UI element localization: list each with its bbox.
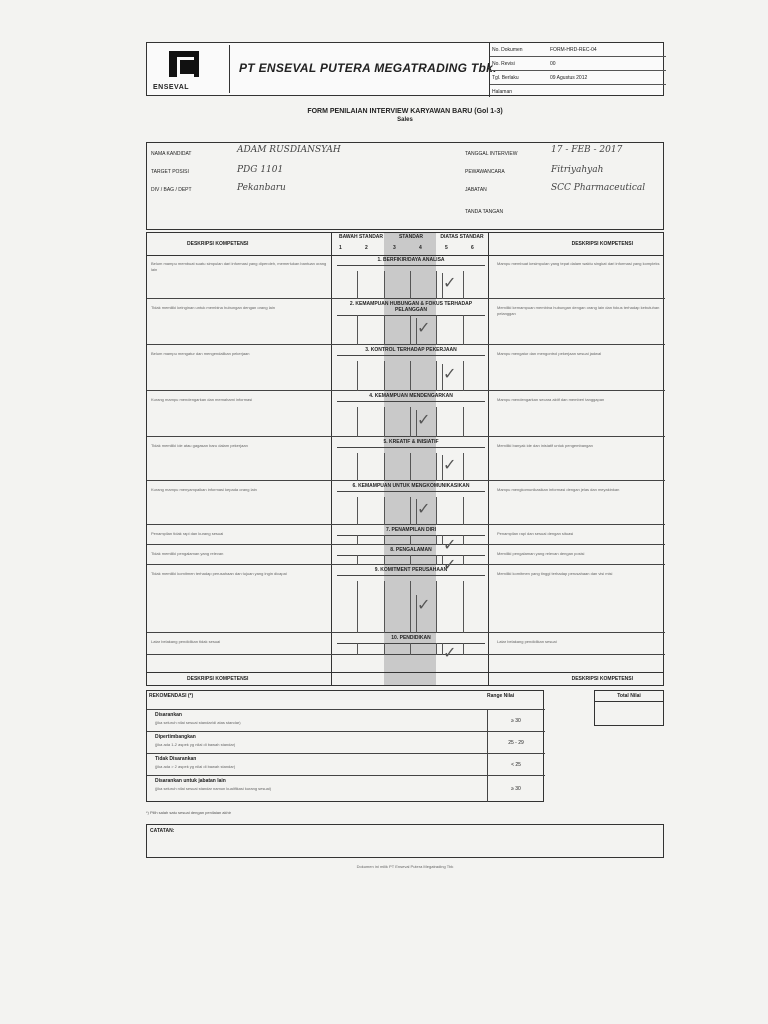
check-mark-icon: ✓ xyxy=(443,535,457,554)
competency-title: 3. KONTROL TERHADAP PEKERJAAN xyxy=(337,347,485,356)
check-mark-icon: ✓ xyxy=(442,455,456,481)
group-standard: STANDAR xyxy=(398,234,424,240)
competency-row xyxy=(147,345,665,391)
footer-note: Dokumen ini milik PT Enseval Putera Megatrading Tbk xyxy=(356,864,454,869)
document-header xyxy=(146,42,664,96)
score-cell-4[interactable] xyxy=(410,643,436,655)
competency-row xyxy=(147,565,665,633)
score-cell-2[interactable] xyxy=(357,271,384,299)
competency-low-desc: Kurang mampu menyampaikan informasi kepada orang lain xyxy=(151,487,257,492)
footer-right: DESKRIPSI KOMPETENSI xyxy=(571,676,633,682)
score-cell-6[interactable] xyxy=(463,643,491,655)
score-cell-1[interactable] xyxy=(331,453,357,481)
score-cell-3[interactable] xyxy=(384,361,410,391)
check-mark-icon: ✓ xyxy=(442,364,456,391)
score-cell-2[interactable] xyxy=(357,407,384,437)
competency-title: 7. PENAMPILAN DIRI xyxy=(337,527,485,536)
score-cell-4[interactable] xyxy=(410,271,436,299)
score-cell-2[interactable] xyxy=(357,453,384,481)
check-mark-icon: ✓ xyxy=(442,273,456,299)
score-cell-1[interactable] xyxy=(331,581,357,633)
competency-low-desc: Belum mampu membuat suatu simpulan dari informasi yang diperoleh, memerlukan bantuan orang lain xyxy=(151,261,327,272)
rec-range: ≥ 30 xyxy=(487,776,544,802)
rec-title: Disarankan xyxy=(155,712,182,718)
score-cell-2[interactable] xyxy=(357,555,384,565)
rec-desc: (jika seluruh nilai sesuai standar namun kualifikasi kurang sesuai) xyxy=(155,786,272,791)
recommendation-row[interactable] xyxy=(147,709,545,732)
competency-row xyxy=(147,633,665,662)
target-label: TARGET POSISI xyxy=(151,169,189,175)
check-mark-icon: ✓ xyxy=(416,410,430,437)
candidate-info xyxy=(146,142,664,230)
score-cell-3[interactable] xyxy=(384,581,410,633)
rec-desc: (jika seluruh nilai sesuai standar/di atas standar) xyxy=(155,720,241,725)
div-label: DIV / BAG / DEPT xyxy=(151,187,192,193)
meta-row: Tgl. Berlaku 09 Agustus 2012 xyxy=(490,71,666,85)
competency-title: 2. KEMAMPUAN HUBUNGAN & FOKUS TERHADAP PELANGGAN xyxy=(337,301,485,316)
rec-title: Tidak Disarankan xyxy=(155,756,197,762)
competency-low-desc: Kurang mampu mendengarkan dan memahami informasi xyxy=(151,397,253,402)
form-title-main: FORM PENILAIAN INTERVIEW KARYAWAN BARU (Gol 1-3) xyxy=(307,108,503,115)
score-3: 3 xyxy=(393,245,396,251)
competency-high-desc: Mampu mendengarkan secara aktif dan memberi tanggapan xyxy=(497,397,605,402)
recommendation-note: *) Pilih salah satu sesuai dengan penilaian akhir xyxy=(146,810,231,815)
score-cell-4[interactable] xyxy=(410,315,436,345)
score-cell-4[interactable] xyxy=(410,535,436,545)
rec-range: ≥ 30 xyxy=(487,710,544,732)
competency-row xyxy=(147,481,665,525)
meta-row: No. Revisi 00 xyxy=(490,57,666,71)
nama-value[interactable]: ADAM RUSDIANSYAH xyxy=(237,145,341,155)
competency-high-desc: Mampu mengkomunikasikan informasi dengan jelas dan meyakinkan xyxy=(497,487,620,492)
score-cells xyxy=(331,497,491,525)
competency-low-desc: Tidak memiliki komitmen terhadap perusahaan dan tujuan yang ingin dicapai xyxy=(151,571,287,576)
score-cell-1[interactable] xyxy=(331,535,357,545)
score-cell-6[interactable] xyxy=(463,407,491,437)
logo-mark-icon xyxy=(169,51,199,77)
score-cell-4[interactable] xyxy=(410,407,436,437)
pewawancara-value[interactable]: Fitriyahyah xyxy=(551,165,604,175)
competency-title: 5. KREATIF & INISIATIF xyxy=(337,439,485,448)
competency-row xyxy=(147,391,665,437)
target-value[interactable]: PDG 1101 xyxy=(237,165,284,175)
competency-high-desc: Penampilan rapi dan sesuai dengan situasi xyxy=(497,531,574,536)
check-mark-icon: ✓ xyxy=(443,555,457,574)
score-cell-5[interactable] xyxy=(436,453,463,481)
score-4: 4 xyxy=(419,245,422,251)
tanggal-label: TANGGAL INTERVIEW xyxy=(465,151,518,157)
score-5: 5 xyxy=(445,245,448,251)
check-mark-icon: ✓ xyxy=(443,643,457,662)
score-cell-5[interactable] xyxy=(436,407,463,437)
company-name: PT ENSEVAL PUTERA MEGATRADING Tbk. xyxy=(239,61,497,75)
score-cell-1[interactable] xyxy=(331,315,357,345)
score-cell-6[interactable] xyxy=(463,497,491,525)
form-title-sub: Sales xyxy=(397,117,413,123)
pewawancara-label: PEWAWANCARA xyxy=(465,169,505,175)
competency-high-desc: Memiliki banyak ide dan inisiatif untuk pengembangan xyxy=(497,443,593,448)
competency-row xyxy=(147,299,665,345)
table-header xyxy=(147,233,663,256)
score-cell-5[interactable] xyxy=(436,643,463,662)
competency-table xyxy=(146,232,664,686)
competency-title: 10. PENDIDIKAN xyxy=(337,635,485,644)
jabatan-value[interactable]: SCC Pharmaceutical xyxy=(551,183,646,193)
check-mark-icon: ✓ xyxy=(416,318,430,345)
competency-high-desc: Memiliki kemampuan membina hubungan dengan orang lain dan fokus terhadap kebutuhan pelanggan xyxy=(497,305,660,316)
competency-low-desc: Tidak memiliki ide atau gagasan baru dalam pekerjaan xyxy=(151,443,248,448)
score-cell-3[interactable] xyxy=(384,643,410,655)
competency-high-desc: Mampu mengatur dan mengontrol pekerjaan sesuai jadwal xyxy=(497,351,602,356)
form-title xyxy=(146,108,664,123)
competency-low-desc: Belum mampu mengatur dan mengendalikan pekerjaan xyxy=(151,351,250,356)
score-cells xyxy=(331,361,491,391)
score-cells xyxy=(331,643,491,662)
score-cell-3[interactable] xyxy=(384,407,410,437)
score-cell-4[interactable] xyxy=(410,555,436,565)
notes-label: CATATAN: xyxy=(150,828,175,834)
score-cell-2[interactable] xyxy=(357,497,384,525)
score-cell-3[interactable] xyxy=(384,315,410,345)
competency-low-desc: Penampilan tidak rapi dan kurang sesuai xyxy=(151,531,224,536)
header-right: DESKRIPSI KOMPETENSI xyxy=(571,241,633,247)
rec-range: 25 - 29 xyxy=(487,732,544,754)
rec-title: Dipertimbangkan xyxy=(155,734,196,740)
tanggal-value[interactable]: 17 - FEB - 2017 xyxy=(551,145,623,155)
notes-field[interactable] xyxy=(146,824,664,858)
score-cell-5[interactable] xyxy=(436,535,463,554)
rec-range: < 25 xyxy=(487,754,544,776)
competency-high-desc: Memiliki komitmen yang tinggi terhadap perusahaan dan visi misi xyxy=(497,571,613,576)
div-value[interactable]: Pekanbaru xyxy=(237,183,286,193)
score-cell-4[interactable] xyxy=(410,453,436,481)
form-page xyxy=(146,42,664,869)
meta-row: No. Dokumen FORM-HRD-REC-04 xyxy=(490,43,666,57)
score-cell-5[interactable] xyxy=(436,497,463,525)
competency-title: 4. KEMAMPUAN MENDENGARKAN xyxy=(337,393,485,402)
rec-desc: (jika ada 1-2 aspek yg nilai di bawah standar) xyxy=(155,742,236,747)
score-cell-1[interactable] xyxy=(331,555,357,565)
score-cell-3[interactable] xyxy=(384,271,410,299)
score-cells xyxy=(331,271,491,299)
document-meta xyxy=(489,43,666,97)
score-cell-5[interactable] xyxy=(436,581,463,633)
group-above: DIATAS STANDAR xyxy=(440,234,484,240)
score-cells xyxy=(331,407,491,437)
score-cell-3[interactable] xyxy=(384,555,410,565)
recommendation-row[interactable] xyxy=(147,731,545,754)
total-label: Total Nilai xyxy=(595,691,663,702)
score-cell-1[interactable] xyxy=(331,271,357,299)
competency-title: 1. BERFIKIR/DAYA ANALISA xyxy=(337,257,485,266)
score-cell-4[interactable] xyxy=(410,361,436,391)
recommendation-row[interactable] xyxy=(147,753,545,776)
recommendation-row[interactable] xyxy=(147,775,545,802)
score-cell-2[interactable] xyxy=(357,535,384,545)
competency-title: 9. KOMITMENT PERUSAHAAN xyxy=(337,567,485,576)
nama-label: NAMA KANDIDAT xyxy=(151,151,192,157)
score-cell-3[interactable] xyxy=(384,453,410,481)
score-cell-4[interactable] xyxy=(410,497,436,525)
score-cell-6[interactable] xyxy=(463,581,491,633)
range-header: Range Nilai xyxy=(487,693,515,699)
competency-row xyxy=(147,437,665,481)
score-cell-6[interactable] xyxy=(463,535,491,545)
table-footer xyxy=(147,672,663,685)
score-cells xyxy=(331,581,491,633)
score-cell-2[interactable] xyxy=(357,581,384,633)
score-cell-4[interactable] xyxy=(410,581,436,633)
score-6: 6 xyxy=(471,245,474,251)
score-cell-6[interactable] xyxy=(463,361,491,391)
competency-title: 8. PENGALAMAN xyxy=(337,547,485,556)
score-cell-6[interactable] xyxy=(463,453,491,481)
score-cell-1[interactable] xyxy=(331,407,357,437)
check-mark-icon: ✓ xyxy=(416,595,430,633)
score-cell-2[interactable] xyxy=(357,315,384,345)
total-score-box[interactable] xyxy=(594,690,664,726)
logo-text: ENSEVAL xyxy=(153,84,190,91)
score-2: 2 xyxy=(365,245,368,251)
check-mark-icon: ✓ xyxy=(416,499,430,525)
competency-low-desc: Tidak memiliki keinginan untuk membina hubungan dengan orang lain xyxy=(151,305,275,310)
score-cell-5[interactable] xyxy=(436,361,463,391)
score-cell-6[interactable] xyxy=(463,555,491,565)
footer-left: DESKRIPSI KOMPETENSI xyxy=(187,676,249,682)
recommendation-header: REKOMENDASI (*) xyxy=(149,693,194,699)
company-logo xyxy=(149,45,230,93)
score-cell-5[interactable] xyxy=(436,271,463,299)
score-cell-2[interactable] xyxy=(357,361,384,391)
score-cell-1[interactable] xyxy=(331,497,357,525)
rec-desc: (jika ada > 2 aspek yg nilai di bawah standar) xyxy=(155,764,236,769)
score-cell-1[interactable] xyxy=(331,643,357,655)
competency-high-desc: Memiliki pengalaman yang relevan dengan posisi xyxy=(497,551,585,556)
ttd-label: TANDA TANGAN xyxy=(465,209,504,215)
competency-low-desc: Tidak memiliki pengalaman yang relevan xyxy=(151,551,224,556)
score-cell-6[interactable] xyxy=(463,271,491,299)
competency-row xyxy=(147,255,665,299)
score-cell-5[interactable] xyxy=(436,315,463,345)
score-cell-1[interactable] xyxy=(331,361,357,391)
jabatan-label: JABATAN xyxy=(465,187,487,193)
competency-high-desc: Mampu membuat kesimpulan yang tepat dalam waktu singkat dari informasi yang kompleks xyxy=(497,261,660,266)
competency-low-desc: Latar belakang pendidikan tidak sesuai xyxy=(151,639,221,644)
score-cell-6[interactable] xyxy=(463,315,491,345)
score-cell-3[interactable] xyxy=(384,535,410,545)
meta-row: Halaman xyxy=(492,89,513,95)
score-cell-5[interactable] xyxy=(436,555,463,574)
header-left: DESKRIPSI KOMPETENSI xyxy=(187,241,249,247)
score-cells xyxy=(331,315,491,345)
score-cell-2[interactable] xyxy=(357,643,384,655)
competency-high-desc: Latar belakang pendidikan sesuai xyxy=(497,639,557,644)
group-below: BAWAH STANDAR xyxy=(338,234,384,240)
competency-title: 6. KEMAMPUAN UNTUK MENGKOMUNIKASIKAN xyxy=(337,483,485,492)
recommendation-table xyxy=(146,690,544,802)
rec-title: Disarankan untuk jabatan lain xyxy=(155,778,226,784)
score-cells xyxy=(331,453,491,481)
score-cell-3[interactable] xyxy=(384,497,410,525)
score-1: 1 xyxy=(339,245,342,251)
